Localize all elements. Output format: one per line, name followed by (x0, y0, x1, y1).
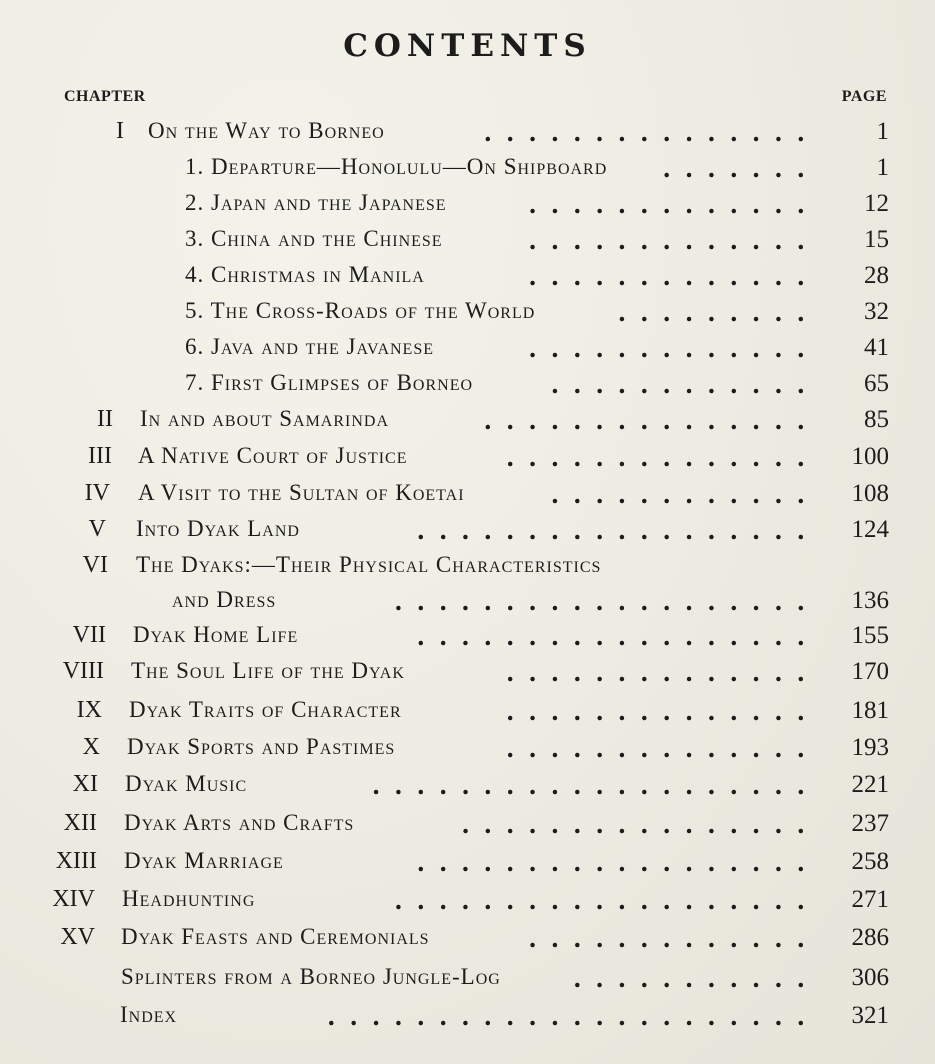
chapter-number: I (116, 118, 124, 144)
page-number: 124 (851, 516, 889, 543)
chapter-title: The Dyaks:—Their Physical Characteristics (136, 552, 602, 577)
chapter-number: XV (60, 924, 95, 950)
chapter-title: Headhunting (122, 886, 256, 911)
page-number: 136 (851, 587, 889, 614)
page-number: 237 (851, 810, 889, 837)
dot-leader: .................. (416, 622, 819, 651)
chapter-number: IX (76, 697, 102, 723)
chapter-number: XIII (55, 848, 97, 874)
chapter-number: XIV (52, 886, 95, 912)
chapter-title: Into Dyak Land (136, 516, 300, 541)
chapter-title: Dyak Arts and Crafts (124, 810, 355, 835)
toc-entry (0, 224, 935, 260)
page-number: 100 (851, 443, 889, 470)
page-number: 1 (876, 118, 889, 145)
toc-entry (0, 296, 935, 332)
dot-leader: .............. (506, 734, 819, 763)
toc-entry (0, 550, 935, 616)
toc-entry (0, 769, 935, 805)
chapter-title-continued: and Dress (172, 587, 277, 612)
chapter-title: 7. First Glimpses of Borneo (185, 370, 474, 395)
page-number: 65 (864, 370, 889, 397)
toc-entry (0, 260, 935, 296)
chapter-number: V (88, 516, 106, 542)
chapter-number: IV (84, 480, 110, 506)
toc-entry (0, 846, 935, 882)
toc-entry (0, 620, 935, 656)
chapter-title: On the Way to Borneo (148, 118, 385, 143)
toc-entry (0, 188, 935, 224)
page-number: 15 (864, 226, 889, 253)
page-title: CONTENTS (343, 28, 592, 64)
chapter-number: X (82, 734, 100, 760)
chapter-number: XI (72, 771, 98, 797)
chapter-number: VI (82, 552, 108, 578)
page-number: 193 (851, 734, 889, 761)
toc-entry (0, 152, 935, 188)
chapter-number: VIII (62, 658, 104, 684)
page-number: 170 (851, 658, 889, 685)
page-number: 271 (851, 886, 889, 913)
toc-entry (0, 695, 935, 731)
chapter-title: Dyak Music (125, 771, 248, 796)
dot-leader: ............... (483, 118, 819, 147)
page-number: 108 (851, 480, 889, 507)
dot-leader: ................ (461, 810, 819, 839)
toc-entry (0, 332, 935, 368)
toc-entry (0, 808, 935, 844)
dot-leader: .................. (416, 516, 819, 545)
page-number: 28 (864, 262, 889, 289)
chapter-title: Dyak Home Life (133, 622, 299, 647)
toc-entry (0, 884, 935, 920)
chapter-number: XII (63, 810, 97, 836)
page-number: 321 (851, 1002, 889, 1029)
chapter-title: The Soul Life of the Dyak (131, 658, 405, 683)
dot-leader: ........... (573, 964, 819, 993)
page-number: 155 (851, 622, 889, 649)
toc-entry (0, 368, 935, 404)
dot-leader: ............. (528, 226, 819, 255)
dot-leader: .............. (506, 697, 819, 726)
dot-leader: ............. (528, 334, 819, 363)
chapter-title: Index (120, 1002, 178, 1027)
chapter-title: 3. China and the Chinese (185, 226, 443, 251)
chapter-title: Dyak Marriage (124, 848, 284, 873)
dot-leader: ............ (550, 370, 819, 399)
page-number: 41 (864, 334, 889, 361)
toc-entry (0, 441, 935, 477)
page-number: 1 (876, 154, 889, 181)
toc-entry (0, 1000, 935, 1036)
dot-leader: ............. (528, 924, 819, 953)
chapter-title: 2. Japan and the Japanese (185, 190, 447, 215)
toc-entry (0, 404, 935, 440)
dot-leader: ....... (662, 154, 819, 183)
chapter-title: 1. Departure—Honolulu—On Shipboard (185, 154, 608, 179)
dot-leader: .................... (371, 771, 819, 800)
chapter-title: In and about Samarinda (140, 406, 390, 431)
page-number: 221 (851, 771, 889, 798)
page-column-header: PAGE (841, 88, 887, 105)
toc-entry (0, 656, 935, 692)
chapter-title: 6. Java and the Javanese (185, 334, 434, 359)
page-number: 12 (864, 190, 889, 217)
chapter-title: A Native Court of Justice (138, 443, 408, 468)
toc-entry (0, 962, 935, 998)
page-number: 85 (864, 406, 889, 433)
dot-leader: ............... (483, 406, 819, 435)
chapter-title: 4. Christmas in Manila (185, 262, 425, 287)
dot-leader: ................... (394, 587, 819, 616)
dot-leader: ......... (617, 298, 819, 327)
chapter-title: Dyak Sports and Pastimes (127, 734, 396, 759)
dot-leader: ...................... (327, 1002, 819, 1031)
toc-entry (0, 478, 935, 514)
page-number: 286 (851, 924, 889, 951)
dot-leader: .................. (416, 848, 819, 877)
dot-leader: .............. (506, 443, 819, 472)
dot-leader: .............. (506, 658, 819, 687)
chapter-title: 5. The Cross-Roads of the World (185, 298, 536, 323)
page-number: 306 (851, 964, 889, 991)
chapter-title: A Visit to the Sultan of Koetai (138, 480, 465, 505)
chapter-number: VII (72, 622, 106, 648)
toc-entry (0, 732, 935, 768)
dot-leader: ............. (528, 190, 819, 219)
page-number: 258 (851, 848, 889, 875)
chapter-number: III (88, 443, 112, 469)
dot-leader: ................... (394, 886, 819, 915)
page-number: 181 (851, 697, 889, 724)
page-number: 32 (864, 298, 889, 325)
chapter-title: Dyak Feasts and Ceremonials (121, 924, 430, 949)
toc-entry (0, 514, 935, 550)
chapter-number: II (97, 406, 113, 432)
dot-leader: ............. (528, 262, 819, 291)
chapter-title: Splinters from a Borneo Jungle-Log (121, 964, 501, 989)
toc-entry (0, 116, 935, 152)
dot-leader: ............ (550, 480, 819, 509)
chapter-title: Dyak Traits of Character (129, 697, 402, 722)
toc-entry (0, 922, 935, 958)
chapter-column-header: CHAPTER (64, 88, 146, 105)
